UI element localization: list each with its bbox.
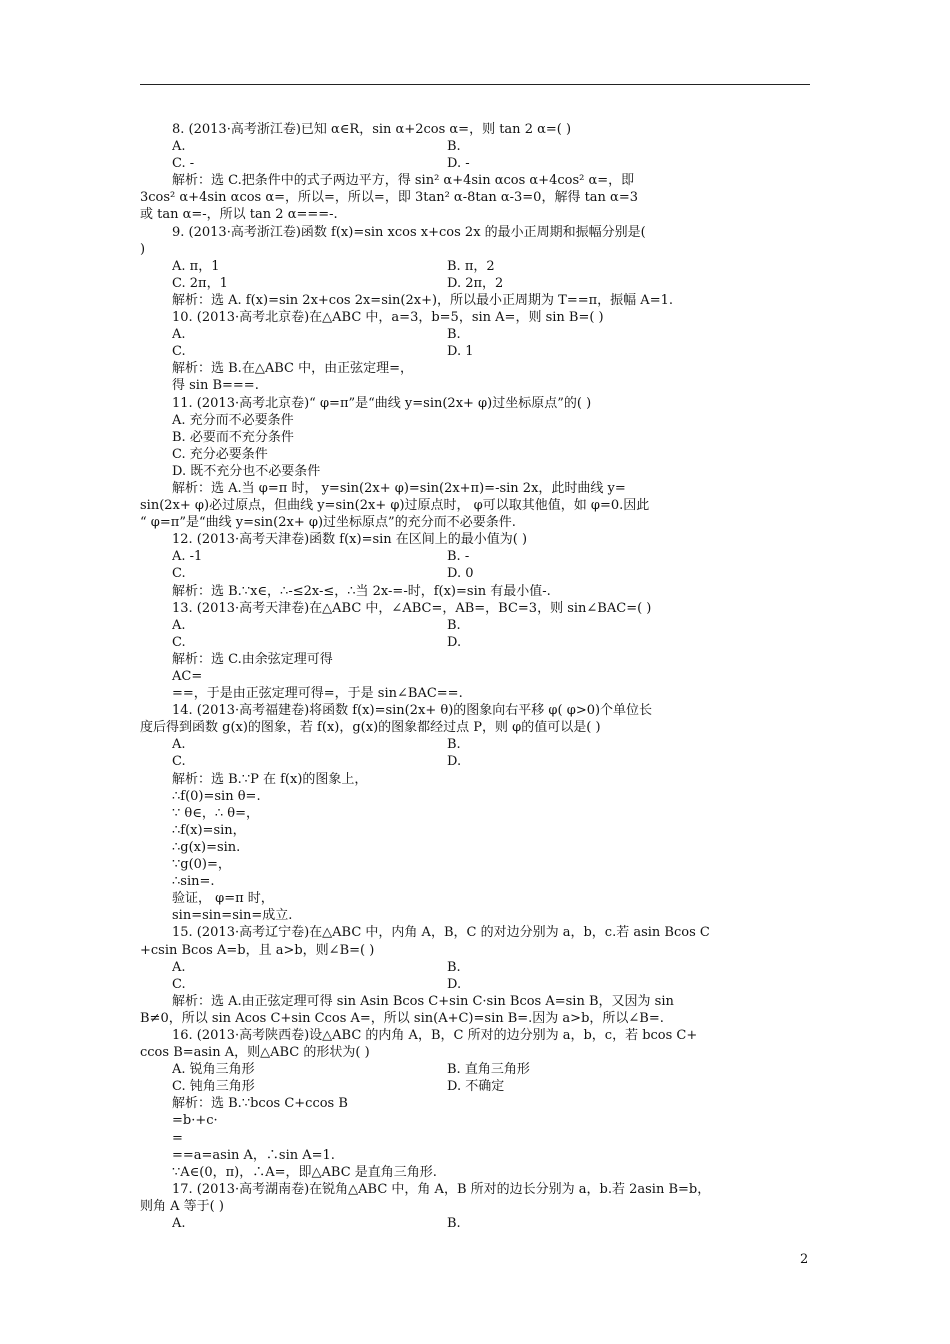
option-left: C. - (172, 156, 195, 172)
text-line: 解析：选 B.∵P 在 f(x)的图象上， (172, 771, 368, 787)
option-left: A. (172, 139, 186, 155)
answer-options-row (140, 138, 812, 155)
option-left: A. (172, 959, 186, 975)
text-line: 解析：选 C.由余弦定理可得 (172, 651, 333, 667)
text-line: D. 既不充分也不必要条件 (172, 463, 321, 479)
text-line: 解析：选 B.∵x∈，∴-≤2x-≤，∴当 2x-=-时，f(x)=sin 有最小值-. (172, 583, 551, 599)
text-line: 验证， φ=π 时， (172, 891, 274, 907)
text-line: 则角 A 等于( ) (140, 1198, 224, 1214)
option-left: A. (172, 737, 186, 753)
option-left: C. (172, 344, 186, 360)
option-right: D. (447, 976, 462, 992)
option-left: A. (172, 327, 186, 343)
text-line: ∴g(x)=sin. (172, 839, 241, 855)
option-right: B. (447, 737, 461, 753)
text-line: sin=sin=sin=成立. (172, 908, 293, 924)
answer-options-row (140, 1061, 812, 1078)
answer-options-row (140, 1215, 812, 1232)
text-line: 解析：选 C.把条件中的式子两边平方，得 sin² α+4sin αcos α+4cos² α=，即 (172, 173, 635, 189)
text-line: C. 充分必要条件 (172, 446, 268, 462)
answer-options-row (140, 736, 812, 753)
text-line: ==a=asin A，∴sin A=1. (172, 1147, 335, 1163)
answer-options-row (140, 634, 812, 651)
answer-options-row (140, 548, 812, 565)
option-right: B. π，2 (447, 258, 495, 274)
option-right: D. - (447, 156, 470, 172)
option-left: A. 锐角三角形 (172, 1062, 255, 1078)
option-left: C. (172, 566, 186, 582)
text-line: ∴f(0)=sin θ=. (172, 788, 261, 804)
text-line: 得 sin B===. (172, 378, 259, 394)
text-line: 10. (2013·高考北京卷)在△ABC 中，a=3，b=5，sin A=，则 sin B=( ) (172, 310, 604, 326)
option-left: C. 2π，1 (172, 275, 228, 291)
answer-options-row (140, 617, 812, 634)
text-line: “ φ=π”是“曲线 y=sin(2x+ φ)过坐标原点”的充分而不必要条件. (140, 515, 516, 531)
answer-options-row (140, 565, 812, 582)
option-right: B. (447, 617, 461, 633)
option-right: B. - (447, 549, 470, 565)
answer-options-row (140, 1078, 812, 1095)
option-left: A. (172, 617, 186, 633)
answer-options-row (140, 343, 812, 360)
text-line: 13. (2013·高考天津卷)在△ABC 中，∠ABC=，AB=，BC=3，则 sin∠BAC=( ) (172, 600, 652, 616)
answer-options-row (140, 753, 812, 770)
text-line: sin(2x+ φ)必过原点，但曲线 y=sin(2x+ φ)过原点时， φ可以取其他值，如 φ=0.因此 (140, 498, 650, 514)
text-line: 或 tan α=-，所以 tan 2 α===-. (140, 207, 338, 223)
text-line: 8. (2013·高考浙江卷)已知 α∈R，sin α+2cos α=，则 tan 2 α=( ) (172, 122, 572, 137)
option-left: A. (172, 1216, 186, 1231)
text-line: ==，于是由正弦定理可得=，于是 sin∠BAC==. (172, 686, 463, 702)
option-left: A. -1 (172, 549, 203, 565)
text-line: ccos B=asin A，则△ABC 的形状为( ) (140, 1045, 370, 1061)
option-left: C. (172, 634, 186, 650)
text-line: ∴f(x)=sin， (172, 822, 246, 838)
text-line: 17. (2013·高考湖南卷)在锐角△ABC 中，角 A，B 所对的边长分别为 a，b.若 2asin B=b， (172, 1181, 711, 1197)
option-right: B. (447, 139, 461, 155)
text-line: ∴sin=. (172, 874, 215, 890)
text-line: 解析：选 A.当 φ=π 时， y=sin(2x+ φ)=sin(2x+π)=-sin 2x，此时曲线 y= (172, 480, 626, 496)
answer-options-row (140, 326, 812, 343)
answer-options-row (140, 959, 812, 976)
page-number: 2 (800, 1252, 809, 1267)
answer-options-row (140, 155, 812, 172)
text-line: 11. (2013·高考北京卷)“ φ=π”是“曲线 y=sin(2x+ φ)过坐标原点”的( ) (172, 395, 592, 411)
answer-options-row (140, 976, 812, 993)
text-line: +csin Bcos A=b，且 a>b，则∠B=( ) (140, 942, 375, 958)
option-right: D. 2π，2 (447, 275, 504, 291)
answer-options-row (140, 275, 812, 292)
text-line: 3cos² α+4sin αcos α=，所以=，所以=，即 3tan² α-8tan α-3=0，解得 tan α=3 (140, 190, 638, 206)
text-line: ) (140, 241, 146, 257)
option-right: B. (447, 327, 461, 343)
option-right: B. 直角三角形 (447, 1062, 530, 1078)
text-line: =b·+c· (172, 1113, 218, 1129)
option-left: C. (172, 976, 186, 992)
option-left: C. (172, 754, 186, 770)
option-right: D. (447, 634, 462, 650)
option-left: A. π，1 (172, 258, 220, 274)
option-left: C. 钝角三角形 (172, 1079, 255, 1095)
text-line: 解析：选 B.∵bcos C+ccos B (172, 1096, 348, 1112)
text-line: 12. (2013·高考天津卷)函数 f(x)=sin 在区间上的最小值为( ) (172, 532, 528, 548)
option-right: D. 1 (447, 344, 474, 360)
text-line: ∵A∈(0，π)，∴A=，即△ABC 是直角三角形. (172, 1164, 437, 1180)
answer-options-row (140, 258, 812, 275)
text-line: B. 必要而不充分条件 (172, 429, 294, 445)
header-rule (140, 84, 810, 85)
text-line: B≠0，所以 sin Acos C+sin Ccos A=，所以 sin(A+C)=sin B=.因为 a>b，所以∠B=. (140, 1010, 664, 1026)
text-line: 度后得到函数 g(x)的图象，若 f(x)，g(x)的图象都经过点 P，则 φ的值可以是( ) (140, 720, 601, 736)
text-line: ∵ θ∈，∴ θ=， (172, 805, 259, 821)
text-line: 解析：选 B.在△ABC 中，由正弦定理=， (172, 361, 413, 377)
text-line: 15. (2013·高考辽宁卷)在△ABC 中，内角 A，B，C 的对边分别为 a，b，c.若 asin Bcos C (172, 925, 710, 941)
option-right: B. (447, 1216, 461, 1231)
text-line: = (172, 1130, 183, 1146)
text-line: 解析：选 A. f(x)=sin 2x+cos 2x=sin(2x+)，所以最小正周期为 T==π，振幅 A=1. (172, 292, 673, 308)
text-line: A. 充分而不必要条件 (172, 412, 294, 428)
option-right: D. 不确定 (447, 1079, 505, 1095)
text-line: 14. (2013·高考福建卷)将函数 f(x)=sin(2x+ θ)的图象向右平移 φ( φ>0)个单位长 (172, 703, 653, 719)
text-line: AC= (172, 669, 203, 684)
text-line: 9. (2013·高考浙江卷)函数 f(x)=sin xcos x+cos 2x 的最小正周期和振幅分别是( (172, 224, 646, 240)
option-right: D. 0 (447, 566, 474, 582)
text-line: 16. (2013·高考陕西卷)设△ABC 的内角 A，B，C 所对的边分别为 a，b，c，若 bcos C+ (172, 1027, 698, 1043)
document-body (140, 121, 812, 1232)
text-line: 解析：选 A.由正弦定理可得 sin Asin Bcos C+sin C·sin Bcos A=sin B，又因为 sin (172, 993, 674, 1009)
option-right: D. (447, 754, 462, 770)
option-right: B. (447, 959, 461, 975)
text-line: ∵g(0)=， (172, 857, 231, 873)
